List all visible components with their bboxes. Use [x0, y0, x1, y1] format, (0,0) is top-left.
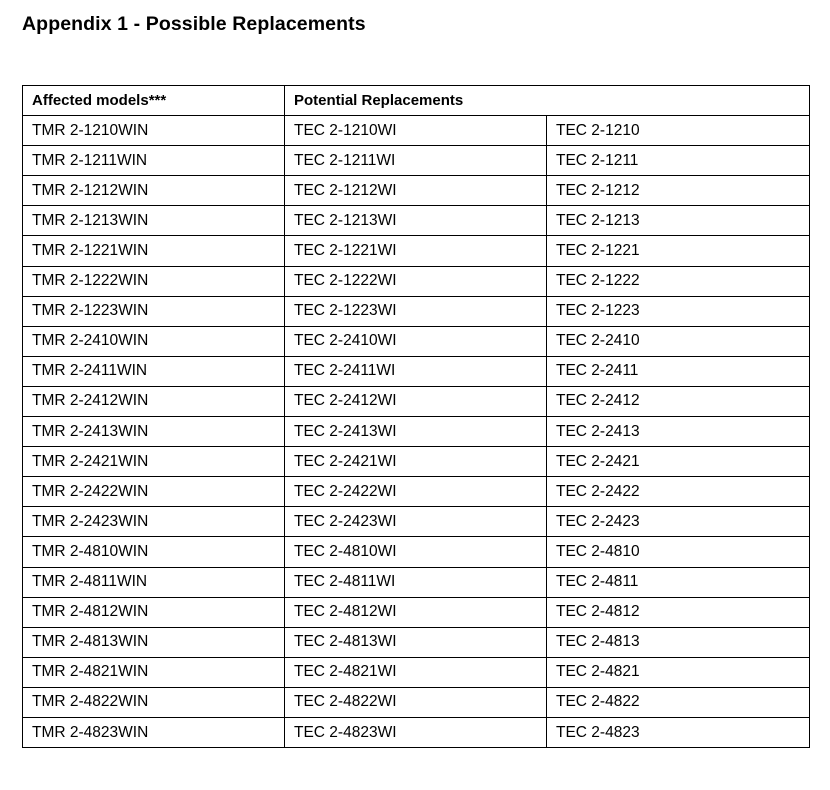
- replacement-cell: TEC 2-4811: [547, 567, 810, 597]
- replacement-wi-cell: TEC 2-4810WI: [285, 537, 547, 567]
- header-affected-models: Affected models***: [23, 86, 285, 116]
- affected-model-cell: TMR 2-4821WIN: [23, 657, 285, 687]
- replacement-wi-cell: TEC 2-4811WI: [285, 567, 547, 597]
- affected-model-cell: TMR 2-2412WIN: [23, 386, 285, 416]
- replacement-wi-cell: TEC 2-1223WI: [285, 296, 547, 326]
- replacement-wi-cell: TEC 2-4812WI: [285, 597, 547, 627]
- affected-model-cell: TMR 2-2421WIN: [23, 447, 285, 477]
- affected-model-cell: TMR 2-1211WIN: [23, 146, 285, 176]
- replacement-cell: TEC 2-2421: [547, 447, 810, 477]
- table-row: [23, 477, 810, 507]
- replacement-wi-cell: TEC 2-1210WI: [285, 116, 547, 146]
- replacement-cell: TEC 2-2412: [547, 386, 810, 416]
- table-row: [23, 116, 810, 146]
- replacement-wi-cell: TEC 2-2410WI: [285, 326, 547, 356]
- affected-model-cell: TMR 2-4811WIN: [23, 567, 285, 597]
- affected-model-cell: TMR 2-1213WIN: [23, 206, 285, 236]
- header-potential-replacements: Potential Replacements: [285, 86, 810, 116]
- replacement-wi-cell: TEC 2-1212WI: [285, 176, 547, 206]
- table-row: [23, 657, 810, 687]
- affected-model-cell: TMR 2-2423WIN: [23, 507, 285, 537]
- table-row: [23, 146, 810, 176]
- table-row: [23, 386, 810, 416]
- replacement-cell: TEC 2-1222: [547, 266, 810, 296]
- replacement-wi-cell: TEC 2-4823WI: [285, 717, 547, 747]
- replacement-cell: TEC 2-1211: [547, 146, 810, 176]
- replacement-cell: TEC 2-2410: [547, 326, 810, 356]
- table-row: [23, 236, 810, 266]
- replacement-cell: TEC 2-4812: [547, 597, 810, 627]
- affected-model-cell: TMR 2-2413WIN: [23, 417, 285, 447]
- table-row: [23, 717, 810, 747]
- table-row: [23, 206, 810, 236]
- replacement-wi-cell: TEC 2-4822WI: [285, 687, 547, 717]
- replacement-cell: TEC 2-1210: [547, 116, 810, 146]
- affected-model-cell: TMR 2-1223WIN: [23, 296, 285, 326]
- replacement-cell: TEC 2-1212: [547, 176, 810, 206]
- replacement-cell: TEC 2-2423: [547, 507, 810, 537]
- affected-model-cell: TMR 2-2411WIN: [23, 356, 285, 386]
- replacement-cell: TEC 2-1223: [547, 296, 810, 326]
- replacement-cell: TEC 2-2411: [547, 356, 810, 386]
- replacement-wi-cell: TEC 2-2412WI: [285, 386, 547, 416]
- table-row: [23, 326, 810, 356]
- replacement-wi-cell: TEC 2-1222WI: [285, 266, 547, 296]
- replacement-cell: TEC 2-4813: [547, 627, 810, 657]
- affected-model-cell: TMR 2-4823WIN: [23, 717, 285, 747]
- replacement-wi-cell: TEC 2-2411WI: [285, 356, 547, 386]
- replacement-cell: TEC 2-4822: [547, 687, 810, 717]
- replacement-wi-cell: TEC 2-1213WI: [285, 206, 547, 236]
- replacement-wi-cell: TEC 2-2423WI: [285, 507, 547, 537]
- affected-model-cell: TMR 2-2422WIN: [23, 477, 285, 507]
- affected-model-cell: TMR 2-1222WIN: [23, 266, 285, 296]
- table-header-row: [23, 86, 810, 116]
- affected-model-cell: TMR 2-4813WIN: [23, 627, 285, 657]
- table-row: [23, 687, 810, 717]
- replacement-wi-cell: TEC 2-1221WI: [285, 236, 547, 266]
- affected-model-cell: TMR 2-2410WIN: [23, 326, 285, 356]
- affected-model-cell: TMR 2-1212WIN: [23, 176, 285, 206]
- table-row: [23, 356, 810, 386]
- replacement-cell: TEC 2-4823: [547, 717, 810, 747]
- replacement-wi-cell: TEC 2-2421WI: [285, 447, 547, 477]
- affected-model-cell: TMR 2-4812WIN: [23, 597, 285, 627]
- table-body: [23, 116, 810, 748]
- replacement-cell: TEC 2-2422: [547, 477, 810, 507]
- replacements-table: [22, 85, 810, 748]
- replacement-wi-cell: TEC 2-4821WI: [285, 657, 547, 687]
- table-row: [23, 627, 810, 657]
- affected-model-cell: TMR 2-1221WIN: [23, 236, 285, 266]
- table-row: [23, 447, 810, 477]
- replacement-cell: TEC 2-2413: [547, 417, 810, 447]
- table-row: [23, 296, 810, 326]
- replacement-cell: TEC 2-1221: [547, 236, 810, 266]
- replacement-cell: TEC 2-4810: [547, 537, 810, 567]
- table-row: [23, 176, 810, 206]
- table-row: [23, 567, 810, 597]
- table-row: [23, 597, 810, 627]
- replacement-cell: TEC 2-1213: [547, 206, 810, 236]
- table-row: [23, 507, 810, 537]
- page-title: Appendix 1 - Possible Replacements: [22, 13, 366, 35]
- replacement-wi-cell: TEC 2-2422WI: [285, 477, 547, 507]
- replacement-wi-cell: TEC 2-4813WI: [285, 627, 547, 657]
- table-row: [23, 417, 810, 447]
- table-row: [23, 537, 810, 567]
- replacement-wi-cell: TEC 2-2413WI: [285, 417, 547, 447]
- affected-model-cell: TMR 2-4822WIN: [23, 687, 285, 717]
- affected-model-cell: TMR 2-4810WIN: [23, 537, 285, 567]
- replacement-wi-cell: TEC 2-1211WI: [285, 146, 547, 176]
- affected-model-cell: TMR 2-1210WIN: [23, 116, 285, 146]
- replacement-cell: TEC 2-4821: [547, 657, 810, 687]
- table-row: [23, 266, 810, 296]
